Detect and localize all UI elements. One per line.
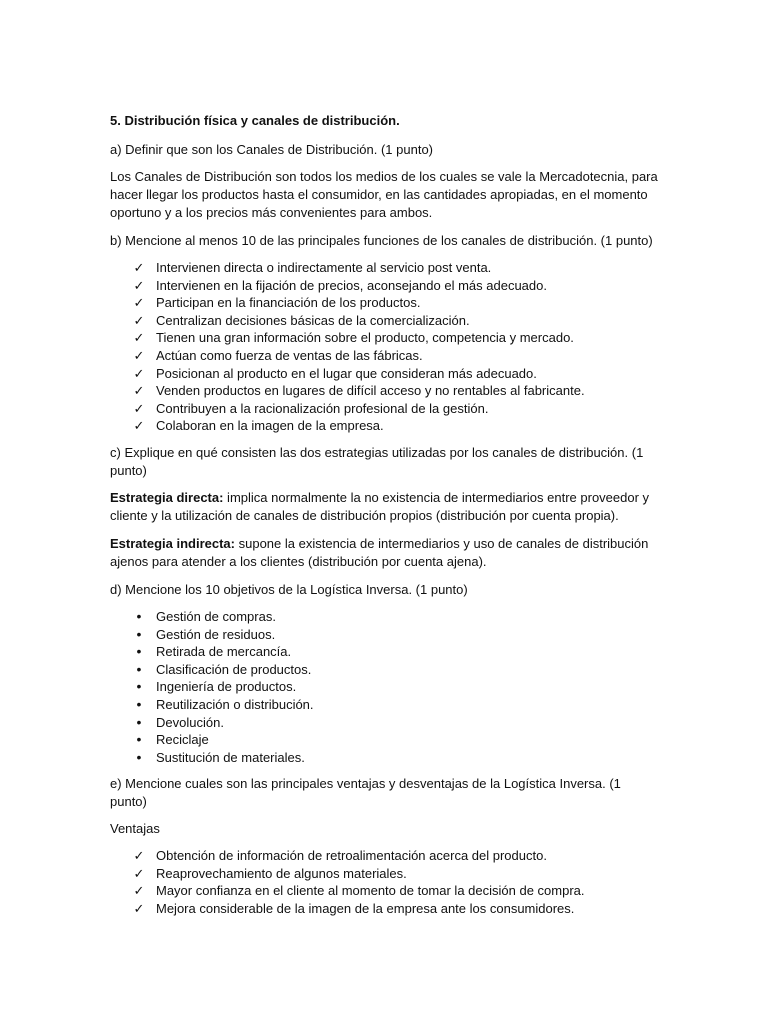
list-item-text: Devolución. — [156, 714, 224, 730]
list-item — [110, 749, 660, 767]
list-item-text: Intervienen en la fijación de precios, aconsejando el más adecuado. — [156, 277, 547, 293]
checkmark-icon: ✓ — [133, 865, 145, 881]
checkmark-icon: ✓ — [133, 295, 145, 311]
strategy-indirect-label: Estrategia indirecta: — [110, 535, 235, 551]
bullet-icon: • — [136, 713, 142, 730]
list-item — [110, 900, 660, 918]
list-item — [110, 347, 660, 365]
list-item-text: Ingeniería de productos. — [156, 679, 297, 695]
list-item — [110, 382, 660, 400]
list-item — [110, 277, 660, 295]
question-e: e) Mencione cuales son las principales ventajas y desventajas de la Logística Inversa. (1 punto) — [110, 776, 621, 810]
bullet-icon: • — [136, 748, 142, 765]
list-item — [110, 294, 660, 312]
question-d: d) Mencione los 10 objetivos de la Logística Inversa. (1 punto) — [110, 581, 468, 597]
section-heading: 5. Distribución física y canales de distribución. — [110, 113, 400, 128]
strategy-indirect-paragraph — [110, 535, 660, 571]
list-item — [110, 259, 660, 277]
list-item — [110, 847, 660, 865]
functions-list — [110, 259, 660, 435]
list-item-text: Colaboran en la imagen de la empresa. — [156, 418, 384, 434]
bullet-icon: • — [136, 607, 142, 624]
list-item-text: Gestión de compras. — [156, 608, 276, 624]
checkmark-icon: ✓ — [133, 848, 145, 864]
list-item — [110, 865, 660, 883]
list-item — [110, 329, 660, 347]
list-item-text: Reaprovechamiento de algunos materiales. — [156, 865, 407, 881]
checkmark-icon: ✓ — [133, 347, 145, 363]
advantages-list — [110, 847, 660, 917]
list-item-text: Contribuyen a la racionalización profesional de la gestión. — [156, 400, 489, 416]
bullet-icon: • — [136, 625, 142, 642]
bullet-icon: • — [136, 678, 142, 695]
checkmark-icon: ✓ — [133, 883, 145, 899]
question-c: c) Explique en qué consisten las dos estrategias utilizadas por los canales de distribución. (1 punto) — [110, 444, 644, 478]
checkmark-icon: ✓ — [133, 901, 145, 917]
list-item-text: Participan en la financiación de los productos. — [156, 295, 421, 311]
list-item-text: Centralizan decisiones básicas de la comercialización. — [156, 312, 470, 328]
checkmark-icon: ✓ — [133, 365, 145, 381]
list-item — [110, 714, 660, 732]
list-item — [110, 882, 660, 900]
list-item-text: Retirada de mercancía. — [156, 644, 292, 660]
answer-a: Los Canales de Distribución son todos los medios de los cuales se vale la Mercadotecnia, para hacer llegar los productos hasta el consumidor, en las cantidades apropiadas, en el momento oportuno y a los precios más convenientes para ambos. — [110, 169, 658, 220]
bullet-icon: • — [136, 731, 142, 748]
list-item — [110, 365, 660, 383]
checkmark-icon: ✓ — [133, 418, 145, 434]
advantages-label: Ventajas — [110, 821, 160, 837]
list-item — [110, 312, 660, 330]
objectives-list — [110, 608, 660, 766]
list-item-text: Mejora considerable de la imagen de la empresa ante los consumidores. — [156, 901, 575, 917]
strategy-direct-label: Estrategia directa: — [110, 489, 224, 505]
list-item — [110, 731, 660, 749]
list-item-text: Intervienen directa o indirectamente al servicio post venta. — [156, 260, 492, 275]
list-item-text: Obtención de información de retroalimentación acerca del producto. — [156, 848, 547, 864]
bullet-icon: • — [136, 660, 142, 677]
question-b: b) Mencione al menos 10 de las principales funciones de los canales de distribución. (1 punto) — [110, 233, 653, 248]
checkmark-icon: ✓ — [133, 277, 145, 293]
list-item-text: Mayor confianza en el cliente al momento de tomar la decisión de compra. — [156, 883, 585, 899]
list-item-text: Clasificación de productos. — [156, 661, 312, 677]
list-item-text: Venden productos en lugares de difícil acceso y no rentables al fabricante. — [156, 383, 585, 399]
list-item — [110, 400, 660, 418]
list-item-text: Reciclaje — [156, 732, 209, 748]
list-item-text: Reutilización o distribución. — [156, 696, 314, 712]
list-item — [110, 661, 660, 679]
strategy-direct-paragraph — [110, 489, 660, 525]
strategy-direct-text: implica normalmente la no existencia de intermediarios entre proveedor y cliente y la utilización de canales de distribución propios (distribución por cuenta propia). — [110, 489, 650, 523]
list-item-text: Actúan como fuerza de ventas de las fábricas. — [156, 347, 423, 363]
list-item — [110, 626, 660, 644]
list-item — [110, 678, 660, 696]
checkmark-icon: ✓ — [133, 312, 145, 328]
strategy-indirect-text: supone la existencia de intermediarios y uso de canales de distribución ajenos para atender a los clientes (distribución por cuenta ajena). — [110, 535, 649, 569]
checkmark-icon: ✓ — [133, 400, 145, 416]
list-item — [110, 417, 660, 435]
bullet-icon: • — [136, 643, 142, 660]
list-item-text: Sustitución de materiales. — [156, 749, 305, 765]
list-item — [110, 608, 660, 626]
list-item-text: Gestión de residuos. — [156, 626, 276, 642]
checkmark-icon: ✓ — [133, 330, 145, 346]
list-item — [110, 696, 660, 714]
bullet-icon: • — [136, 695, 142, 712]
list-item — [110, 643, 660, 661]
checkmark-icon: ✓ — [133, 260, 145, 275]
list-item-text: Posicionan al producto en el lugar que consideran más adecuado. — [156, 365, 537, 381]
question-a: a) Definir que son los Canales de Distribución. (1 punto) — [110, 142, 434, 157]
list-item-text: Tienen una gran información sobre el producto, competencia y mercado. — [156, 330, 574, 346]
checkmark-icon: ✓ — [133, 383, 145, 399]
